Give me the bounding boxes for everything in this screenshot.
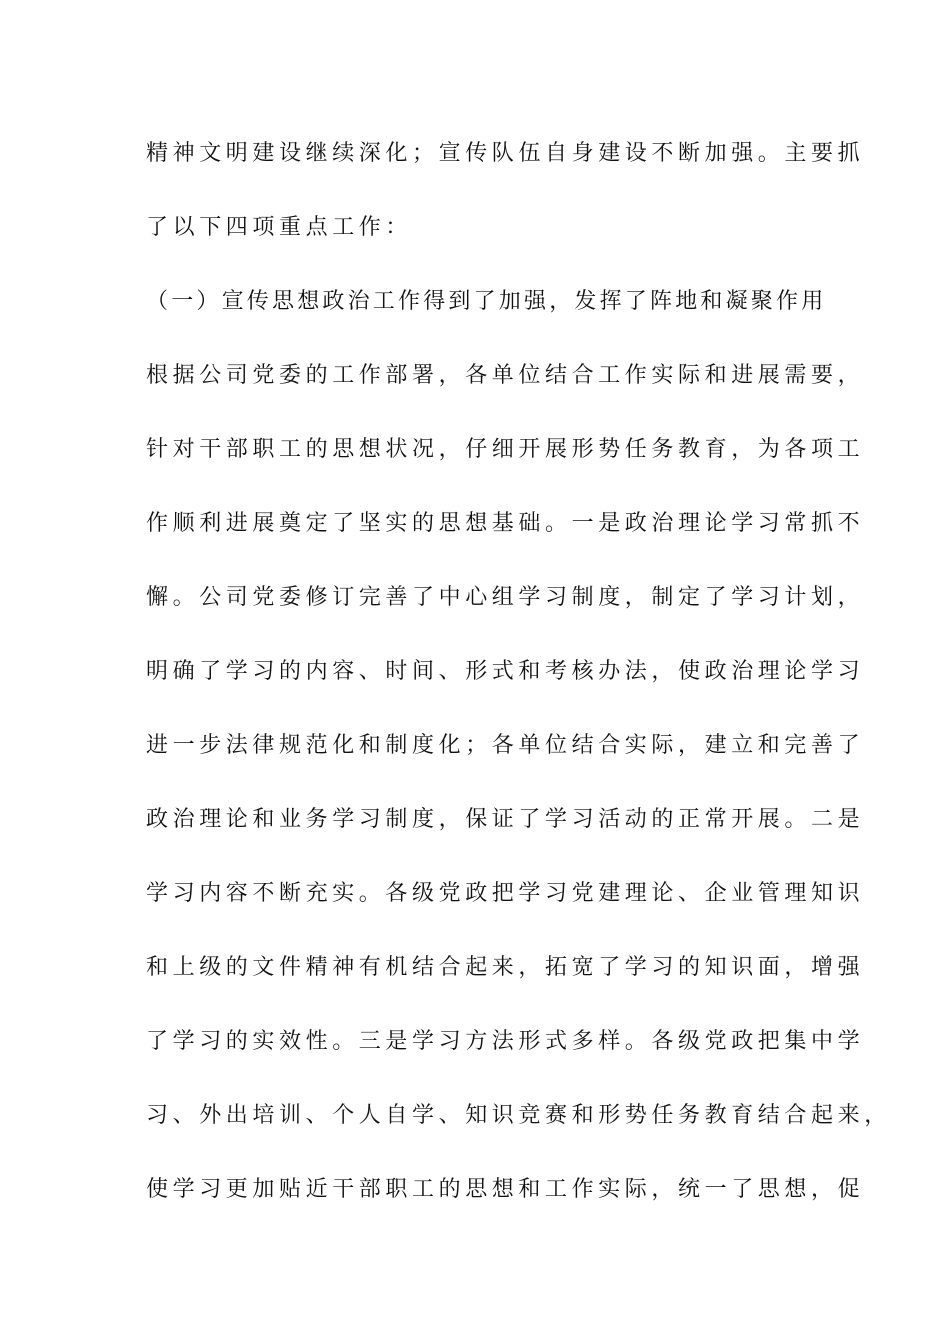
body-text-line: 了以下四项重点工作： — [146, 215, 413, 240]
body-text-line: 懈。公司党委修订完善了中心组学习制度，制定了学习计划， — [146, 585, 865, 610]
body-text-line: 和上级的文件精神有机结合起来，拓宽了学习的知识面，增强 — [146, 955, 865, 980]
body-text-line: 进一步法律规范化和制度化；各单位结合实际，建立和完善了 — [146, 733, 865, 758]
body-text-line: 作顺利进展奠定了坚实的思想基础。一是政治理论学习常抓不 — [146, 511, 865, 536]
body-text-line: 政治理论和业务学习制度，保证了学习活动的正常开展。二是 — [146, 807, 865, 832]
body-text-line: 学习内容不断充实。各级党政把学习党建理论、企业管理知识 — [146, 881, 865, 906]
body-text-line: 使学习更加贴近干部职工的思想和工作实际，统一了思想，促 — [146, 1177, 865, 1202]
body-text-line: 精神文明建设继续深化；宣传队伍自身建设不断加强。主要抓 — [146, 141, 865, 166]
body-text-line: 了学习的实效性。三是学习方法形式多样。各级党政把集中学 — [146, 1029, 865, 1054]
body-text-line: 明确了学习的内容、时间、形式和考核办法，使政治理论学习 — [146, 659, 865, 684]
body-text-line: 根据公司党委的工作部署，各单位结合工作实际和进展需要， — [146, 363, 865, 388]
body-text-line: 习、外出培训、个人自学、知识竞赛和形势任务教育结合起来， — [146, 1103, 891, 1128]
section-heading: （一）宣传思想政治工作得到了加强，发挥了阵地和凝聚作用 — [146, 289, 827, 314]
body-text-line: 针对干部职工的思想状况，仔细开展形势任务教育，为各项工 — [146, 437, 865, 462]
